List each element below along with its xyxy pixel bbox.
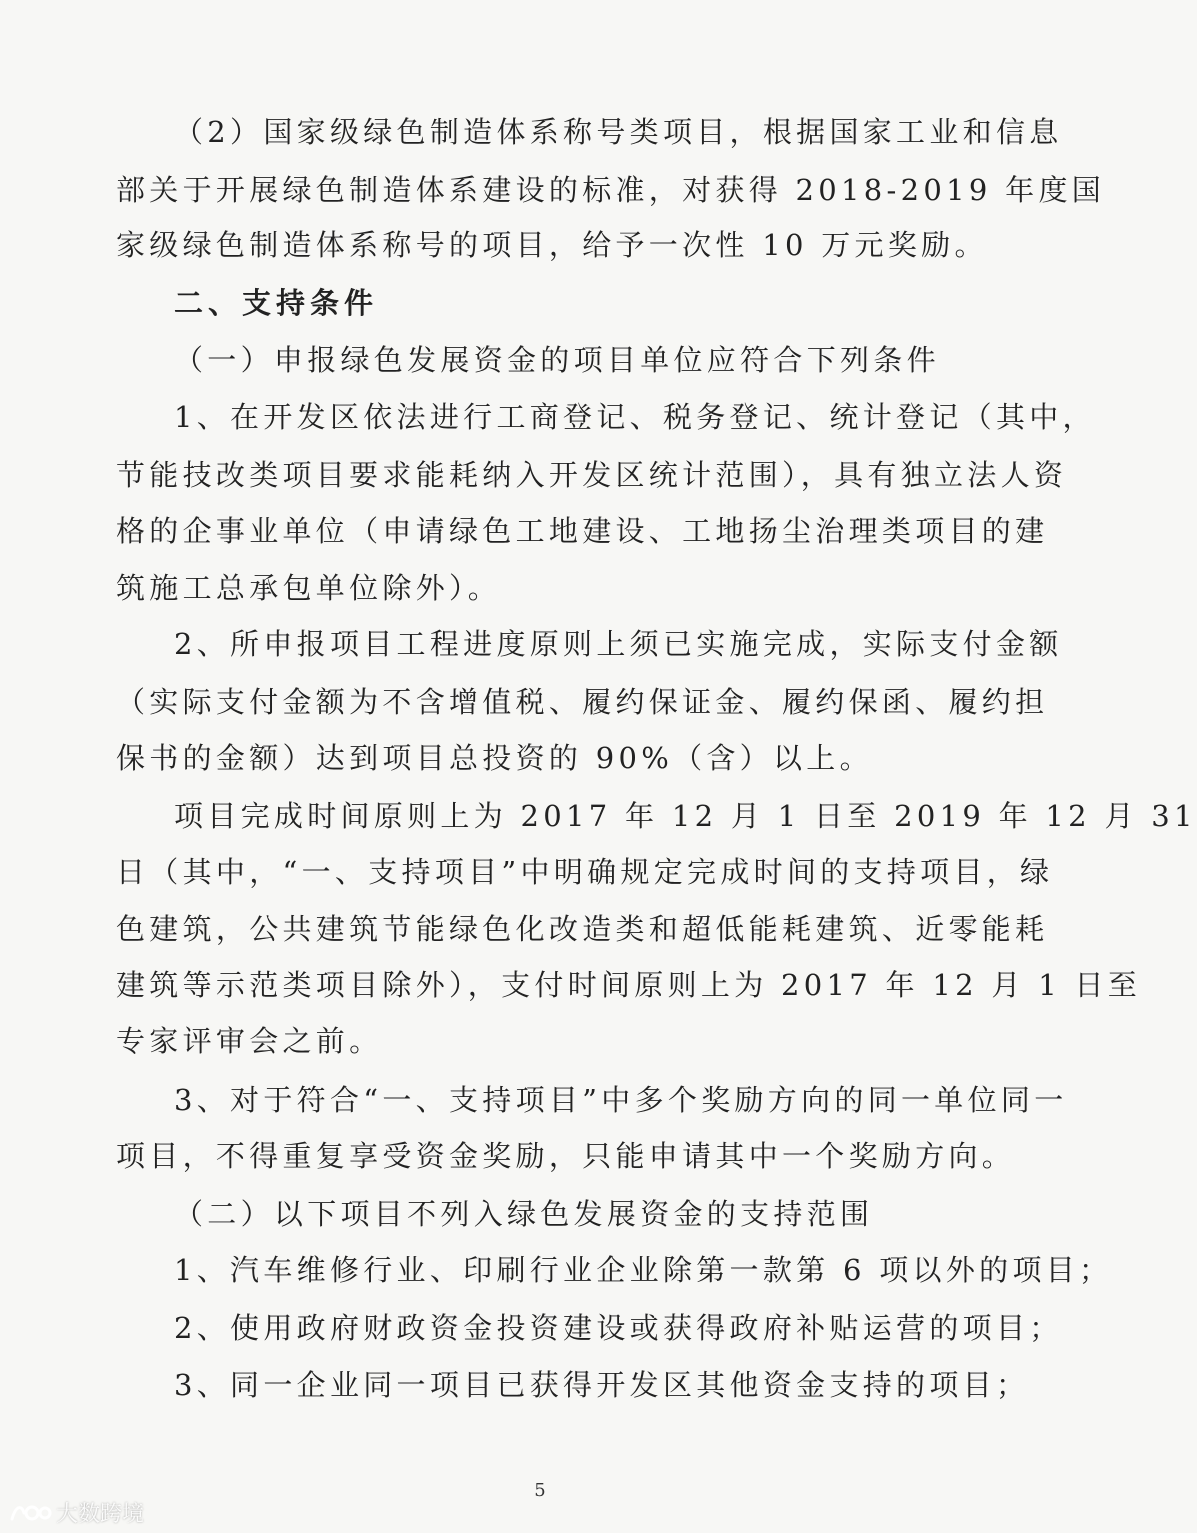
subsection-heading: （一）申报绿色发展资金的项目单位应符合下列条件 xyxy=(174,343,940,377)
paragraph-line: （实际支付金额为不含增值税、履约保证金、履约保函、履约担 xyxy=(116,685,1049,719)
paragraph-line: 建筑等示范类项目除外），支付时间原则上为 2017 年 12 月 1 日至 xyxy=(116,968,1142,1002)
paragraph-line: 色建筑，公共建筑节能绿色化改造类和超低能耗建筑、近零能耗 xyxy=(116,912,1049,946)
paragraph-line: 家级绿色制造体系称号的项目，给予一次性 10 万元奖励。 xyxy=(116,228,988,262)
paragraph-line: （2）国家级绿色制造体系称号类项目，根据国家工业和信息 xyxy=(174,115,1063,149)
watermark xyxy=(8,1497,144,1527)
paragraph-line: 日（其中，“一、支持项目”中明确规定完成时间的支持项目，绿 xyxy=(116,855,1054,889)
page-number: 5 xyxy=(534,1480,546,1501)
paragraph-line: 1、在开发区依法进行工商登记、税务登记、统计登记（其中， xyxy=(174,400,1096,434)
paragraph-line: 格的企事业单位（申请绿色工地建设、工地扬尘治理类项目的建 xyxy=(116,514,1049,548)
paragraph-line: 1、汽车维修行业、印刷行业企业除第一款第 6 项以外的项目； xyxy=(174,1253,1113,1287)
paragraph-line: 保书的金额）达到项目总投资的 90%（含）以上。 xyxy=(116,741,873,775)
paragraph-line: 部关于开展绿色制造体系建设的标准，对获得 2018-2019 年度国 xyxy=(116,173,1106,207)
paragraph-line: 项目完成时间原则上为 2017 年 12 月 1 日至 2019 年 12 月 31 xyxy=(174,799,1197,833)
brand-logo-icon xyxy=(8,1499,52,1525)
paragraph-line: 节能技改类项目要求能耗纳入开发区统计范围），具有独立法人资 xyxy=(116,458,1068,492)
paragraph-line: 专家评审会之前。 xyxy=(116,1024,383,1058)
watermark-text: 大数跨境 xyxy=(56,1501,145,1527)
paragraph-line: 3、对于符合“一、支持项目”中多个奖励方向的同一单位同一 xyxy=(174,1083,1068,1117)
paragraph-line: 2、所申报项目工程进度原则上须已实施完成，实际支付金额 xyxy=(174,627,1063,661)
subsection-heading: （二）以下项目不列入绿色发展资金的支持范围 xyxy=(174,1197,874,1231)
paragraph-line: 3、同一企业同一项目已获得开发区其他资金支持的项目； xyxy=(174,1368,1030,1402)
paragraph-line: 项目，不得重复享受资金奖励，只能申请其中一个奖励方向。 xyxy=(116,1139,1016,1173)
section-heading: 二、支持条件 xyxy=(174,286,379,320)
paragraph-line: 2、使用政府财政资金投资建设或获得政府补贴运营的项目； xyxy=(174,1311,1063,1345)
paragraph-line: 筑施工总承包单位除外）。 xyxy=(116,571,502,605)
